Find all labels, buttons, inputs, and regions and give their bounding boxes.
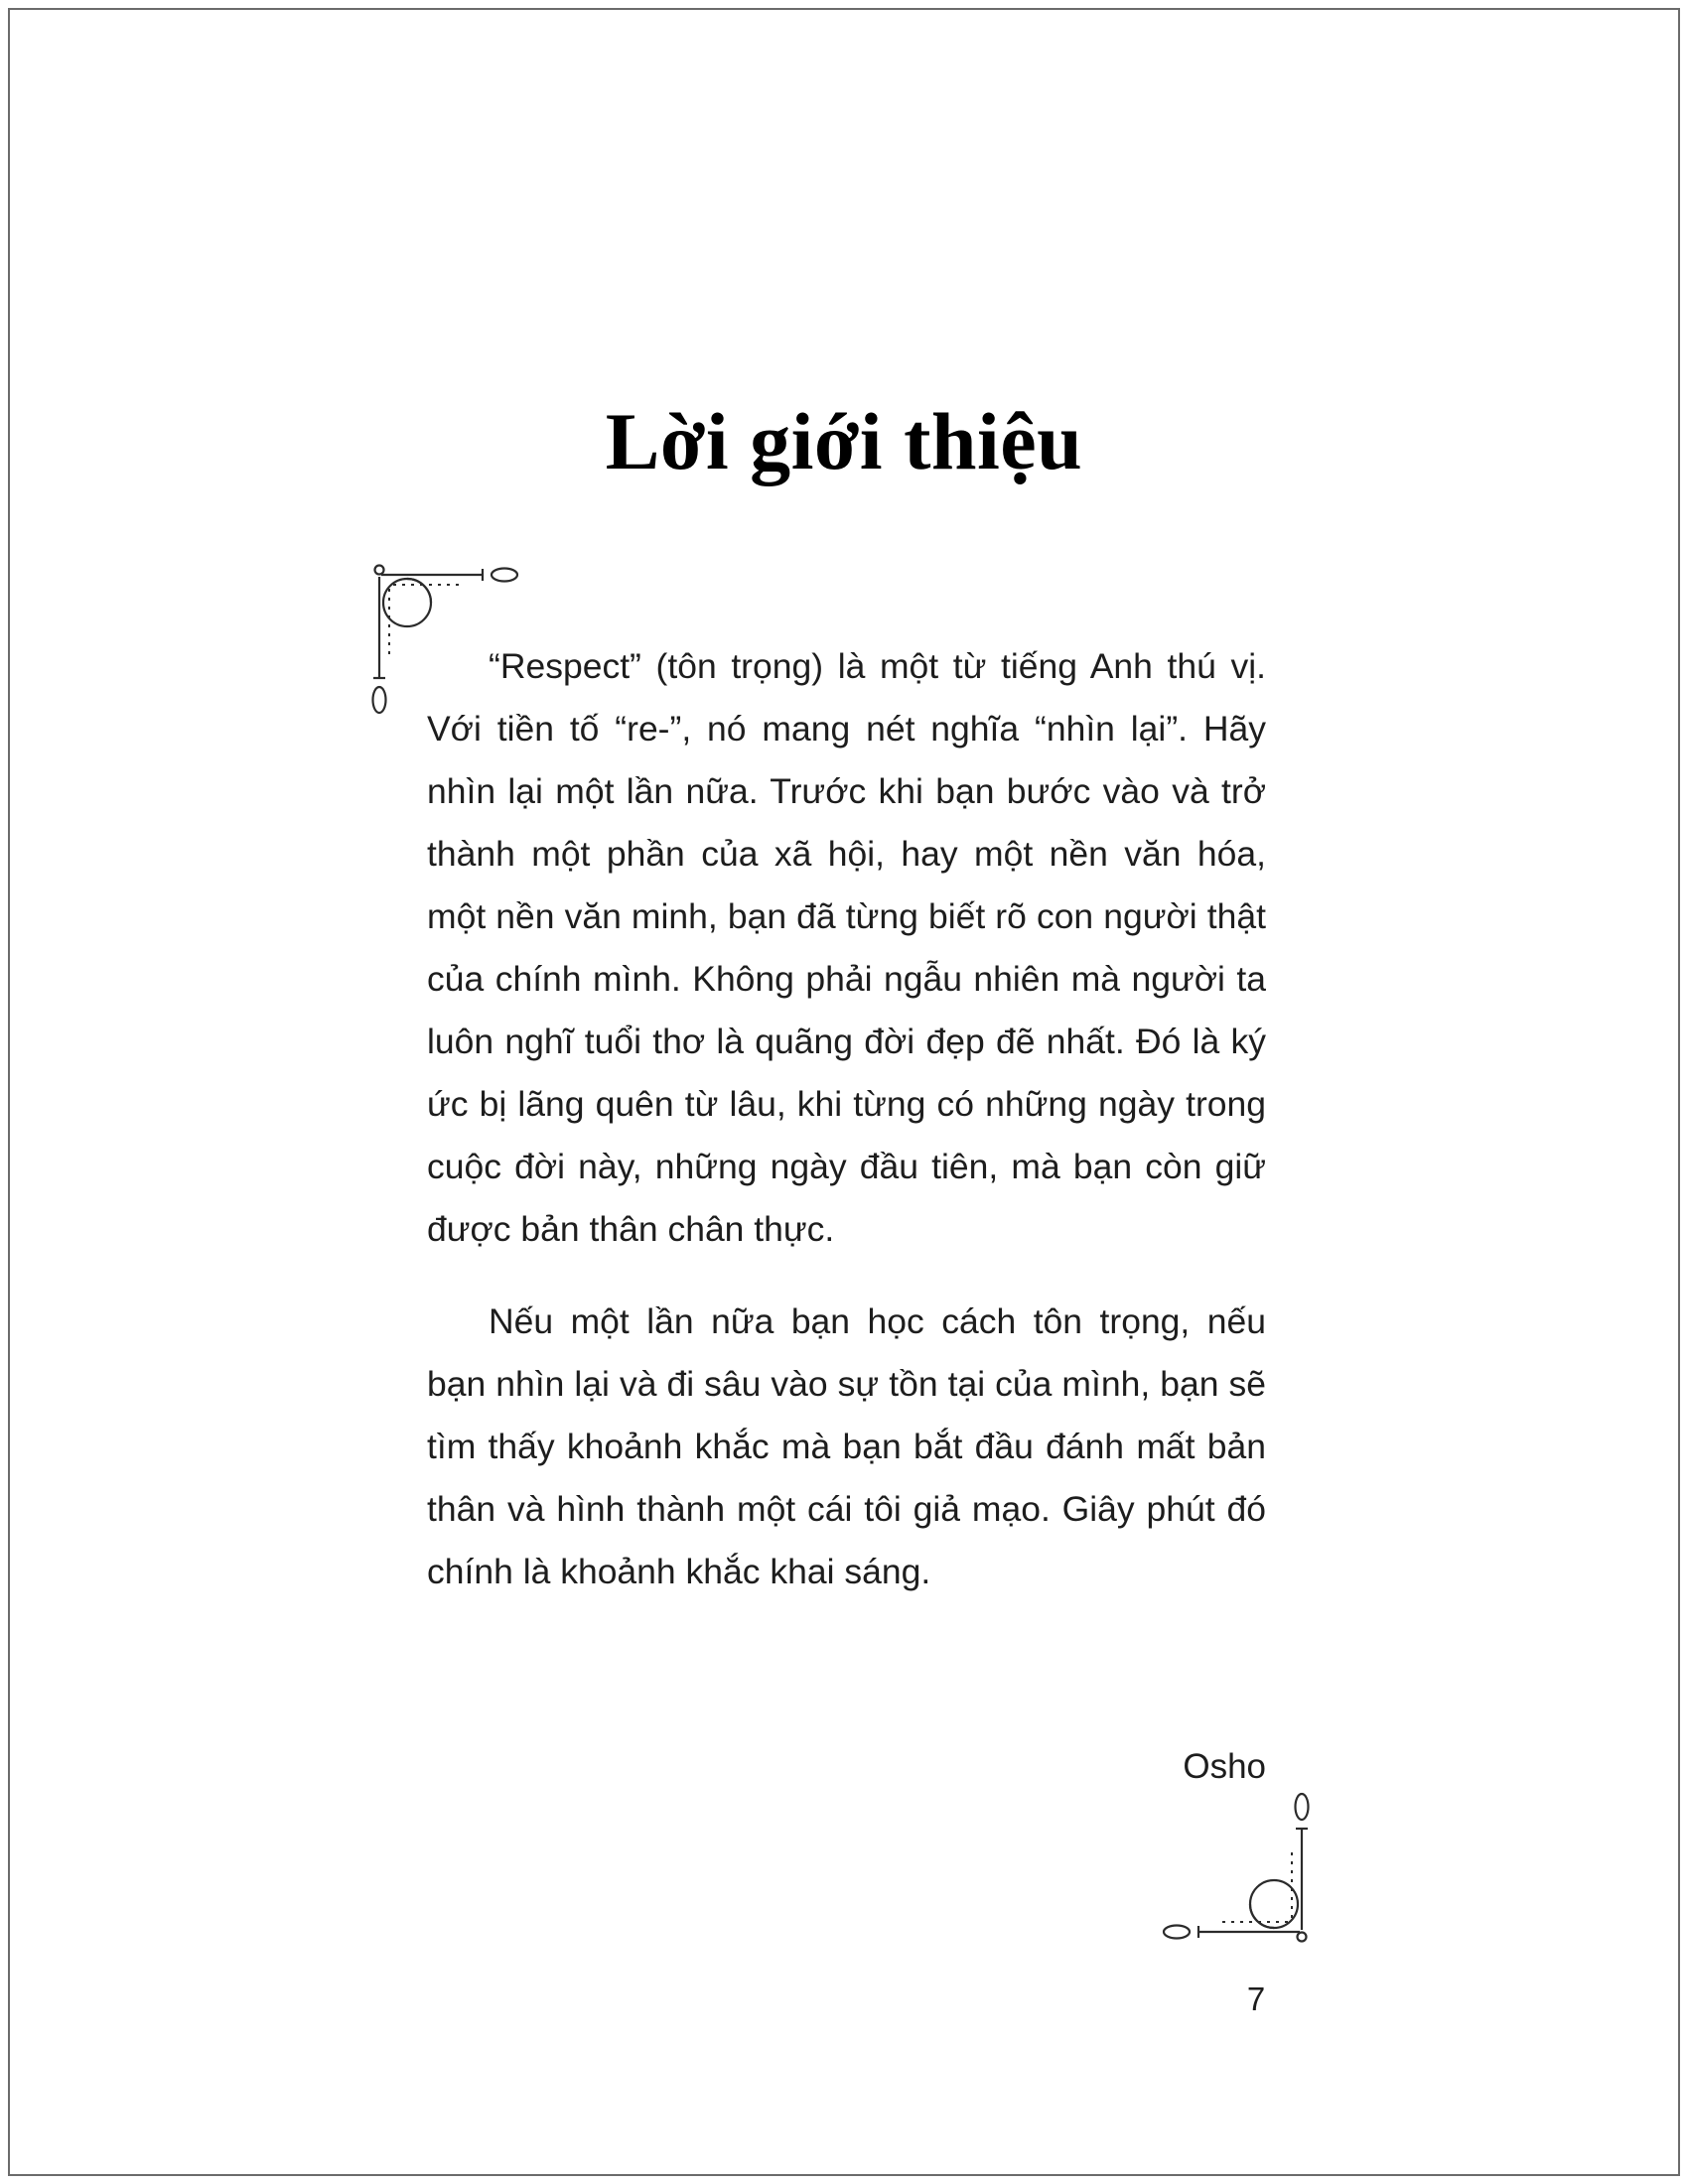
page-number: 7 bbox=[1246, 1980, 1266, 2017]
body-text bbox=[427, 635, 1266, 1633]
author-signature: Osho bbox=[1183, 1747, 1266, 1786]
paragraph: Nếu một lần nữa bạn học cách tôn trọng, nếu bạn nhìn lại và đi sâu vào sự tồn tại của mình, bạn sẽ tìm thấy khoảnh khắc mà bạn bắt đầu đánh mất bản thân và hình thành một cái tôi giả mạo. Giây phút đó chính là khoảnh khắc khai sáng. bbox=[427, 1301, 1266, 1591]
paragraph: “Respect” (tôn trọng) là một từ tiếng Anh thú vị. Với tiền tố “re-”, nó mang nét nghĩa “nhìn lại”. Hãy nhìn lại một lần nữa. Trước khi bạn bước vào và trở thành một phần của xã hội, hay một nền văn hóa, một nền văn minh, bạn đã từng biết rõ con người thật của chính mình. Không phải ngẫu nhiên mà người ta luôn nghĩ tuổi thơ là quãng đời đẹp đẽ nhất. Đó là ký ức bị lãng quên từ lâu, khi từng có những ngày trong cuộc đời này, những ngày đầu tiên, mà bạn còn giữ được bản thân chân thực. bbox=[427, 646, 1266, 1249]
page-title: Lời giới thiệu bbox=[605, 395, 1083, 486]
corner-ornament-icon bbox=[1147, 1777, 1316, 1951]
